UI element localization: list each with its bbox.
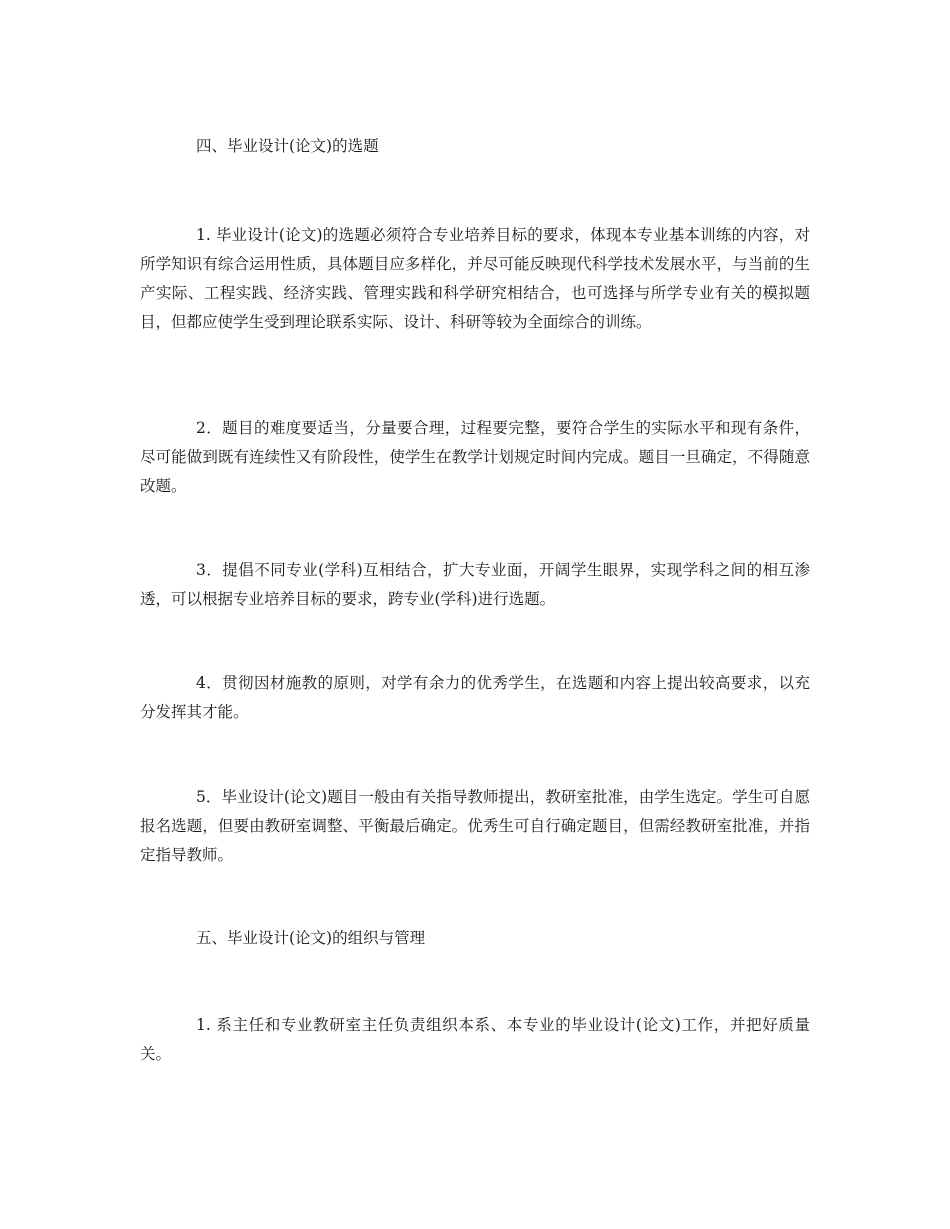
section-4-item-3: 3．提倡不同专业(学科)互相结合，扩大专业面，开阔学生眼界，实现学科之间的相互渗透，可以根据专业培养目标的要求，跨专业(学科)进行选题。: [140, 561, 810, 608]
section-4-item-1: 1. 毕业设计(论文)的选题必须符合专业培养目标的要求，体现本专业基本训练的内容，对所学知识有综合运用性质，具体题目应多样化，并尽可能反映现代科学技术发展水平，与当前的生产实际、工程实践、经济实践、管理实践和科学研究相结合，也可选择与所学专业有关的模拟题目，但都应使学生受到理论联系实际、设计、科研等较为全面综合的训练。: [140, 226, 810, 331]
section-4-item-4: 4．贯彻因材施教的原则，对学有余力的优秀学生，在选题和内容上提出较高要求，以充分发挥其才能。: [140, 674, 810, 721]
section-4-item-5: 5．毕业设计(论文)题目一般由有关指导教师提出，教研室批准，由学生选定。学生可自愿报名选题，但要由教研室调整、平衡最后确定。优秀生可自行确定题目，但需经教研室批准，并指定指导教师。: [140, 788, 810, 864]
section-4-item-2: 2．题目的难度要适当，分量要合理，过程要完整，要符合学生的实际水平和现有条件，尽可能做到既有连续性又有阶段性，使学生在教学计划规定时间内完成。题目一旦确定，不得随意改题。: [140, 419, 810, 495]
section-5-heading: 五、毕业设计(论文)的组织与管理: [196, 929, 426, 947]
section-5-item-1: 1. 系主任和专业教研室主任负责组织本系、本专业的毕业设计(论文)工作，并把好质量关。: [140, 1016, 810, 1063]
section-4-heading: 四、毕业设计(论文)的选题: [196, 137, 379, 155]
